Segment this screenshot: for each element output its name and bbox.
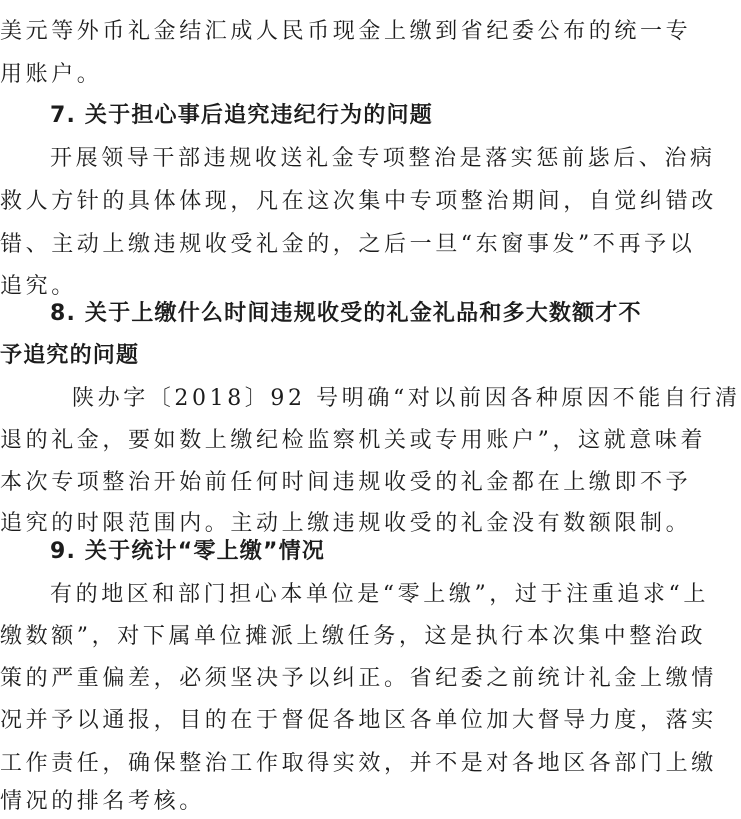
section-7-body-line-4: 追究。 [0, 274, 77, 299]
section-7-body-line-1: 开展领导干部违规收送礼金专项整治是落实惩前毖后、治病 [50, 146, 716, 171]
section-9-body-line-3: 策的严重偏差，必须坚决予以纠正。省纪委之前统计礼金上缴情 [0, 666, 717, 691]
section-7-body-line-3: 错、主动上缴违规收受礼金的，之后一旦“东窗事发”不再予以 [0, 232, 696, 257]
section-9-heading: 9. 关于统计“零上缴”情况 [50, 539, 326, 564]
section-8-heading-line-2: 予追究的问题 [0, 343, 140, 368]
section-7-heading: 7. 关于担心事后追究违纪行为的问题 [50, 103, 433, 128]
section-9-body-line-4: 况并予以通报，目的在于督促各地区各单位加大督导力度，落实 [0, 708, 717, 733]
section-8-heading-line-1: 8. 关于上缴什么时间违规收受的礼金礼品和多大数额才不 [50, 301, 642, 326]
section-9-body-line-6: 情况的排名考核。 [0, 789, 205, 814]
section-8-body-line-4: 追究的时限范围内。主动上缴违规收受的礼金没有数额限制。 [0, 511, 692, 536]
section-9-body-line-2: 缴数额”，对下属单位摊派上缴任务，这是执行本次集中整治政 [0, 624, 707, 649]
section-9-body-line-1: 有的地区和部门担心本单位是“零上缴”，过于注重追求“上 [50, 582, 709, 607]
section-8-body-line-2: 退的礼金，要如数上缴纪检监察机关或专用账户”，这就意味着 [0, 428, 707, 453]
section-8-body-line-1: 陕办字〔2018〕92 号明确“对以前因各种原因不能自行清 [72, 386, 741, 411]
section-7-body-line-2: 救人方针的具体体现，凡在这次集中专项整治期间，自觉纠错改 [0, 189, 717, 214]
section-8-body-line-3: 本次专项整治开始前任何时间违规收受的礼金都在上缴即不予 [0, 470, 692, 495]
paragraph-intro-line-2: 用账户。 [0, 62, 103, 87]
section-9-body-line-5: 工作责任，确保整治工作取得实效，并不是对各地区各部门上缴 [0, 751, 717, 776]
paragraph-intro-line-1: 美元等外币礼金结汇成人民币现金上缴到省纪委公布的统一专 [0, 19, 692, 44]
